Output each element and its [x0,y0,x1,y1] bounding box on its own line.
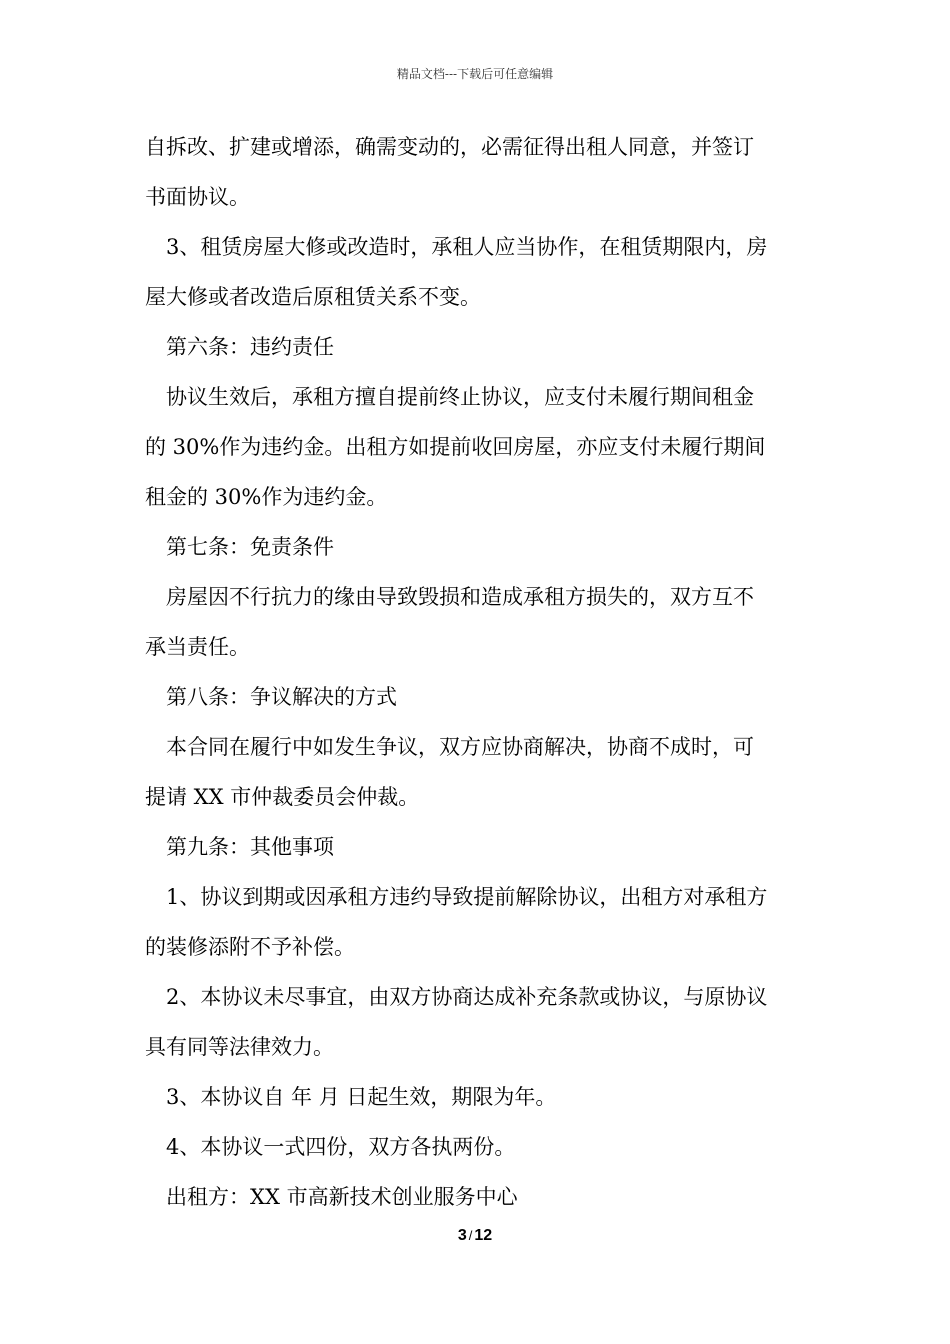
section-heading: 第七条：免责条件 [166,535,334,559]
text-line: 书面协议。 [145,185,250,209]
section-heading: 第六条：违约责任 [166,335,334,359]
page-header [0,66,950,82]
text-line: 3、租赁房屋大修或改造时，承租人应当协作，在租赁期限内，房 [166,235,768,259]
text-line: 协议生效后，承租方擅自提前终止协议，应支付未履行期间租金 [166,385,754,409]
text-line: 4、本协议一式四份，双方各执两份。 [166,1135,516,1159]
section-heading: 第九条：其他事项 [166,835,334,859]
text-line: 的 30%作为违约金。出租方如提前收回房屋，亦应支付未履行期间 [145,435,766,459]
text-line: 提请 XX 市仲裁委员会仲裁。 [145,785,420,809]
text-line: 屋大修或者改造后原租赁关系不变。 [145,285,481,309]
text-line: 1、协议到期或因承租方违约导致提前解除协议，出租方对承租方 [166,885,768,909]
total-pages: 12 [474,1227,493,1244]
page-number [0,1226,950,1246]
document-body [145,122,807,1222]
current-page: 3 [457,1227,467,1244]
text-line: 3、本协议自 年 月 日起生效，期限为年。 [166,1085,557,1109]
text-line: 的装修添附不予补偿。 [145,935,355,959]
text-line: 自拆改、扩建或增添，确需变动的，必需征得出租人同意，并签订 [145,135,754,159]
text-line: 租金的 30%作为违约金。 [145,485,388,509]
text-line: 2、本协议未尽事宜，由双方协商达成补充条款或协议，与原协议 [166,985,768,1009]
section-heading: 第八条：争议解决的方式 [166,685,397,709]
header-text: 精品文档---下载后可任意编辑 [396,67,554,81]
text-line: 具有同等法律效力。 [145,1035,334,1059]
page-separator: / [468,1228,473,1243]
text-line: 房屋因不行抗力的缘由导致毁损和造成承租方损失的，双方互不 [166,585,754,609]
text-line: 出租方：XX 市高新技术创业服务中心 [166,1185,518,1209]
text-line: 承当责任。 [145,635,250,659]
text-line: 本合同在履行中如发生争议，双方应协商解决，协商不成时，可 [166,735,754,759]
